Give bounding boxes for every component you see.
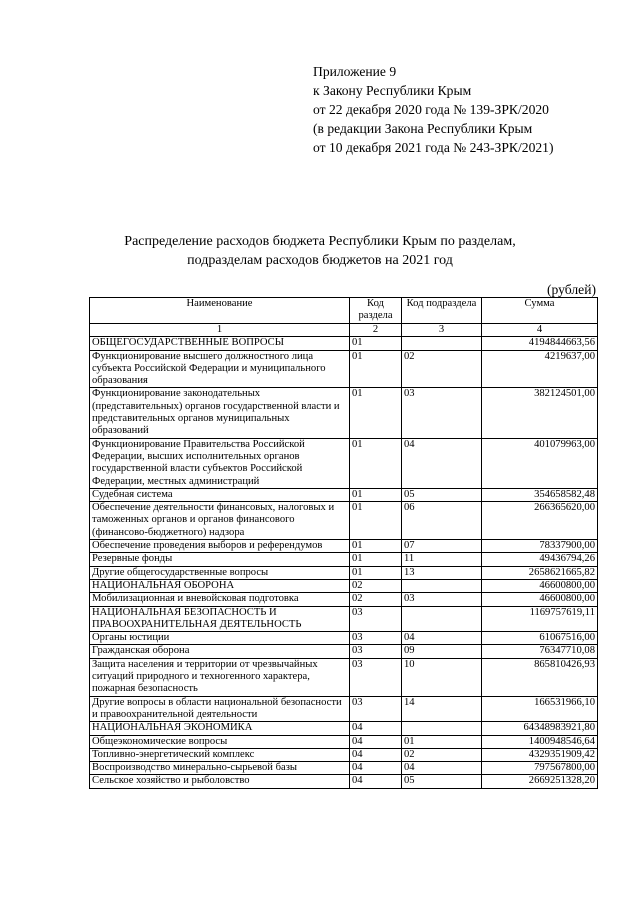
row-section-cell: 01 [350, 438, 402, 488]
row-name-cell: Функционирование высшего должностного лица субъекта Российской Федерации и муниципального образования [90, 350, 350, 388]
index-cell: 1 [90, 324, 350, 337]
row-section-cell: 01 [350, 540, 402, 553]
row-section-cell: 04 [350, 748, 402, 761]
row-subsection-cell: 05 [402, 488, 482, 501]
row-subsection-cell: 14 [402, 696, 482, 722]
table-index-row [90, 324, 598, 337]
table-row [90, 748, 598, 761]
table-row [90, 579, 598, 592]
row-section-cell: 04 [350, 762, 402, 775]
table-row [90, 438, 598, 488]
annex-line: к Закону Республики Крым [313, 83, 472, 98]
row-subsection-cell: 04 [402, 438, 482, 488]
currency-unit: (рублей) [547, 282, 596, 297]
row-subsection-cell: 09 [402, 645, 482, 658]
row-subsection-cell: 05 [402, 775, 482, 788]
table-row [90, 606, 598, 632]
document-title [0, 232, 640, 270]
row-name-cell: Резервные фонды [90, 553, 350, 566]
row-section-cell: 04 [350, 735, 402, 748]
row-subsection-cell: 02 [402, 748, 482, 761]
header-name: Наименование [90, 298, 350, 324]
row-sum-cell: 2669251328,20 [482, 775, 598, 788]
row-section-cell: 01 [350, 566, 402, 579]
row-section-cell: 03 [350, 658, 402, 696]
row-subsection-cell: 03 [402, 593, 482, 606]
annex-line: от 22 декабря 2020 года № 139-ЗРК/2020 [313, 102, 549, 117]
row-subsection-cell [402, 337, 482, 350]
row-sum-cell: 797567800,00 [482, 762, 598, 775]
row-name-cell: Другие вопросы в области национальной безопасности и правоохранительной деятельности [90, 696, 350, 722]
row-section-cell: 01 [350, 553, 402, 566]
annex-line: Приложение 9 [313, 64, 397, 79]
row-name-cell: Функционирование законодательных (представительных) органов государственной власти и представительных органов муниципальных образований [90, 388, 350, 438]
row-sum-cell: 64348983921,80 [482, 722, 598, 735]
row-section-cell: 04 [350, 722, 402, 735]
title-line-2: подразделам расходов бюджетов на 2021 год [187, 253, 453, 268]
row-section-cell: 03 [350, 606, 402, 632]
row-sum-cell: 401079963,00 [482, 438, 598, 488]
table-row [90, 350, 598, 388]
annex-line: (в редакции Закона Республики Крым [313, 121, 533, 136]
row-section-cell: 04 [350, 775, 402, 788]
row-name-cell: Функционирование Правительства Российской Федерации, высших исполнительных органов государственной власти субъектов Российской Федерации, местных администраций [90, 438, 350, 488]
table-row [90, 566, 598, 579]
header-subsection: Код подраздела [402, 298, 482, 324]
row-name-cell: Обеспечение проведения выборов и референдумов [90, 540, 350, 553]
row-name-cell: НАЦИОНАЛЬНАЯ ОБОРОНА [90, 579, 350, 592]
row-section-cell: 03 [350, 632, 402, 645]
row-name-cell: НАЦИОНАЛЬНАЯ БЕЗОПАСНОСТЬ И ПРАВООХРАНИТЕЛЬНАЯ ДЕЯТЕЛЬНОСТЬ [90, 606, 350, 632]
row-sum-cell: 4194844663,56 [482, 337, 598, 350]
row-name-cell: Воспроизводство минерально-сырьевой базы [90, 762, 350, 775]
row-name-cell: Топливно-энергетический комплекс [90, 748, 350, 761]
row-sum-cell: 266365620,00 [482, 502, 598, 540]
row-section-cell: 02 [350, 579, 402, 592]
row-name-cell: Обеспечение деятельности финансовых, налоговых и таможенных органов и органов финансового (финансово-бюджетного) надзора [90, 502, 350, 540]
row-subsection-cell: 07 [402, 540, 482, 553]
row-sum-cell: 49436794,26 [482, 553, 598, 566]
table-row [90, 632, 598, 645]
row-section-cell: 02 [350, 593, 402, 606]
table-header-row [90, 298, 598, 324]
row-section-cell: 01 [350, 502, 402, 540]
table-row [90, 762, 598, 775]
table-row [90, 488, 598, 501]
table-row [90, 337, 598, 350]
row-section-cell: 01 [350, 337, 402, 350]
row-name-cell: ОБЩЕГОСУДАРСТВЕННЫЕ ВОПРОСЫ [90, 337, 350, 350]
table-row [90, 645, 598, 658]
table-row [90, 553, 598, 566]
table-row [90, 775, 598, 788]
row-sum-cell: 1169757619,11 [482, 606, 598, 632]
row-sum-cell: 1400948546,64 [482, 735, 598, 748]
row-name-cell: Мобилизационная и вневойсковая подготовка [90, 593, 350, 606]
table-row [90, 722, 598, 735]
table-row [90, 593, 598, 606]
row-section-cell: 01 [350, 488, 402, 501]
annex-reference [313, 62, 554, 157]
row-name-cell: Общеэкономические вопросы [90, 735, 350, 748]
index-cell: 2 [350, 324, 402, 337]
row-sum-cell: 46600800,00 [482, 579, 598, 592]
budget-table [89, 297, 598, 789]
row-subsection-cell: 13 [402, 566, 482, 579]
row-name-cell: Органы юстиции [90, 632, 350, 645]
row-subsection-cell: 04 [402, 632, 482, 645]
row-sum-cell: 61067516,00 [482, 632, 598, 645]
row-sum-cell: 76347710,08 [482, 645, 598, 658]
row-section-cell: 03 [350, 696, 402, 722]
row-sum-cell: 4219637,00 [482, 350, 598, 388]
row-name-cell: Защита населения и территории от чрезвычайных ситуаций природного и техногенного характера, пожарная безопасность [90, 658, 350, 696]
table-row [90, 388, 598, 438]
row-subsection-cell: 10 [402, 658, 482, 696]
annex-line: от 10 декабря 2021 года № 243-ЗРК/2021) [313, 140, 554, 155]
row-section-cell: 03 [350, 645, 402, 658]
row-subsection-cell: 04 [402, 762, 482, 775]
index-cell: 4 [482, 324, 598, 337]
table-row [90, 540, 598, 553]
title-line-1: Распределение расходов бюджета Республики Крым по разделам, [124, 234, 516, 249]
row-subsection-cell [402, 606, 482, 632]
row-sum-cell: 865810426,93 [482, 658, 598, 696]
row-sum-cell: 166531966,10 [482, 696, 598, 722]
row-name-cell: Другие общегосударственные вопросы [90, 566, 350, 579]
row-sum-cell: 382124501,00 [482, 388, 598, 438]
table-row [90, 502, 598, 540]
index-cell: 3 [402, 324, 482, 337]
row-name-cell: Сельское хозяйство и рыболовство [90, 775, 350, 788]
row-subsection-cell [402, 579, 482, 592]
header-sum: Сумма [482, 298, 598, 324]
row-name-cell: НАЦИОНАЛЬНАЯ ЭКОНОМИКА [90, 722, 350, 735]
row-sum-cell: 78337900,00 [482, 540, 598, 553]
row-sum-cell: 46600800,00 [482, 593, 598, 606]
row-sum-cell: 2658621665,82 [482, 566, 598, 579]
row-name-cell: Гражданская оборона [90, 645, 350, 658]
row-subsection-cell: 01 [402, 735, 482, 748]
row-sum-cell: 354658582,48 [482, 488, 598, 501]
row-section-cell: 01 [350, 350, 402, 388]
row-subsection-cell: 02 [402, 350, 482, 388]
header-section: Код раздела [350, 298, 402, 324]
row-sum-cell: 4329351909,42 [482, 748, 598, 761]
row-subsection-cell: 11 [402, 553, 482, 566]
table-row [90, 658, 598, 696]
row-subsection-cell [402, 722, 482, 735]
row-subsection-cell: 06 [402, 502, 482, 540]
row-name-cell: Судебная система [90, 488, 350, 501]
table-body [90, 337, 598, 788]
table-row [90, 735, 598, 748]
row-subsection-cell: 03 [402, 388, 482, 438]
table-row [90, 696, 598, 722]
row-section-cell: 01 [350, 388, 402, 438]
